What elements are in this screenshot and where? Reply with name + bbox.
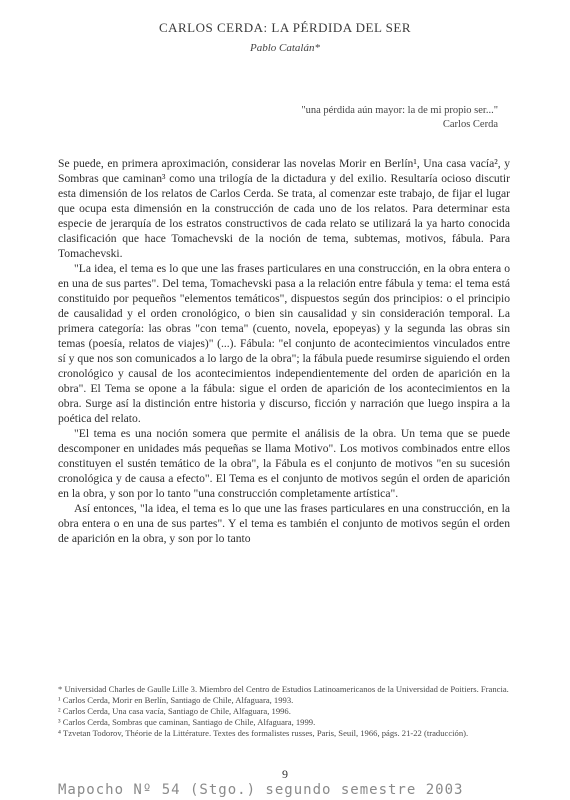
body-paragraph: Se puede, en primera aproximación, considerar las novelas Morir en Berlín¹, Una casa vacía², y Sombras que caminan³ como una trilogía de la dictadura y del exilio. Resultaría ocioso discutir esta dimensión de los relatos de Carlos Cerda. Se trata, al comenzar este trabajo, de fijar el lugar que ocupa esta dimensión en la construcción de cada uno de los relatos. Para determinar esta especie de jerarquía de los estratos constructivos de cada relato se utilizará la ya harto conocida clasificación que hace Tomachevski de la noción de tema, subtemas, motivos, fábula. Para Tomachevski. — [58, 157, 510, 260]
footnote: ³ Carlos Cerda, Sombras que caminan, Santiago de Chile, Alfaguara, 1999. — [58, 717, 316, 727]
body-paragraph: "El tema es una noción somera que permite el análisis de la obra. Un tema que se puede descomponer en unidades más pequeñas se llama Motivo". Los motivos combinados entre ellos constituyen el sustén temático de la obra", la Fábula es el conjunto de motivos "en su sucesión cronológica y de causa a efecto". El Tema es el conjunto de motivos según el orden de aparición en la obra, y son por lo tanto "una construcción completamente artística". — [58, 427, 510, 500]
author-name: Pablo Catalán* — [250, 42, 320, 54]
footnotes — [58, 684, 510, 739]
footnote: ² Carlos Cerda, Una casa vacía, Santiago de Chile, Alfaguara, 1996. — [58, 706, 291, 716]
page-number: 9 — [282, 767, 288, 781]
footnote: ⁴ Tzvetan Todorov, Théorie de la Littérature. Textes des formalistes russes, Paris, Seuil, 1966, págs. 21-22 (traducción). — [58, 728, 469, 738]
body-paragraph: Así entonces, "la idea, el tema es lo que une las frases particulares en una construcción, en la obra entera o en una de sus partes". Y el tema es también el conjunto de motivos según el orden de aparición en la obra, y son por lo tanto — [58, 502, 510, 545]
body-paragraph: "La idea, el tema es lo que une las frases particulares en una construcción, en la obra entera o en una de sus partes". Del tema, Tomachevski pasa a la relación entre fábula y tema: el tema está constituido por pequeños "elementos temáticos", dispuestos según dos principios: o el principio de causalidad y el orden cronológico, o bien sin causalidad y sin consideración temporal. La primera categoría: las obras "con tema" (cuento, novela, epopeyas) y la segunda las obras sin temas (poesía, relatos de viajes)" (...). Fábula: "el conjunto de acontecimientos vinculados entre sí y que nos son comunicados a lo largo de la obra"; la fábula puede resumirse siguiendo el orden cronológico y causal de los acontecimientos independientemente del orden de aparición en la obra". El Tema se opone a la fábula: sigue el orden de aparición de los acontecimientos en la obra. Surge así la distinción entre historia y discurso, ficción y narración que luego inspira a la poética del relato. — [58, 262, 510, 425]
archive-stamp: Mapocho Nº 54 (Stgo.) segundo semestre 2003 — [58, 782, 464, 798]
epigraph-quote: "una pérdida aún mayor: la de mi propio ser..." — [301, 105, 498, 116]
footnote: * Universidad Charles de Gaulle Lille 3. Miembro del Centro de Estudios Latinoamericanos de la Universidad de Poitiers. Francia. — [58, 684, 509, 694]
footnote: ¹ Carlos Cerda, Morir en Berlín, Santiago de Chile, Alfaguara, 1993. — [58, 695, 294, 705]
article-body — [58, 156, 510, 546]
epigraph — [238, 104, 498, 132]
article-title: CARLOS CERDA: LA PÉRDIDA DEL SER — [158, 20, 412, 35]
epigraph-attribution: Carlos Cerda — [442, 119, 498, 130]
